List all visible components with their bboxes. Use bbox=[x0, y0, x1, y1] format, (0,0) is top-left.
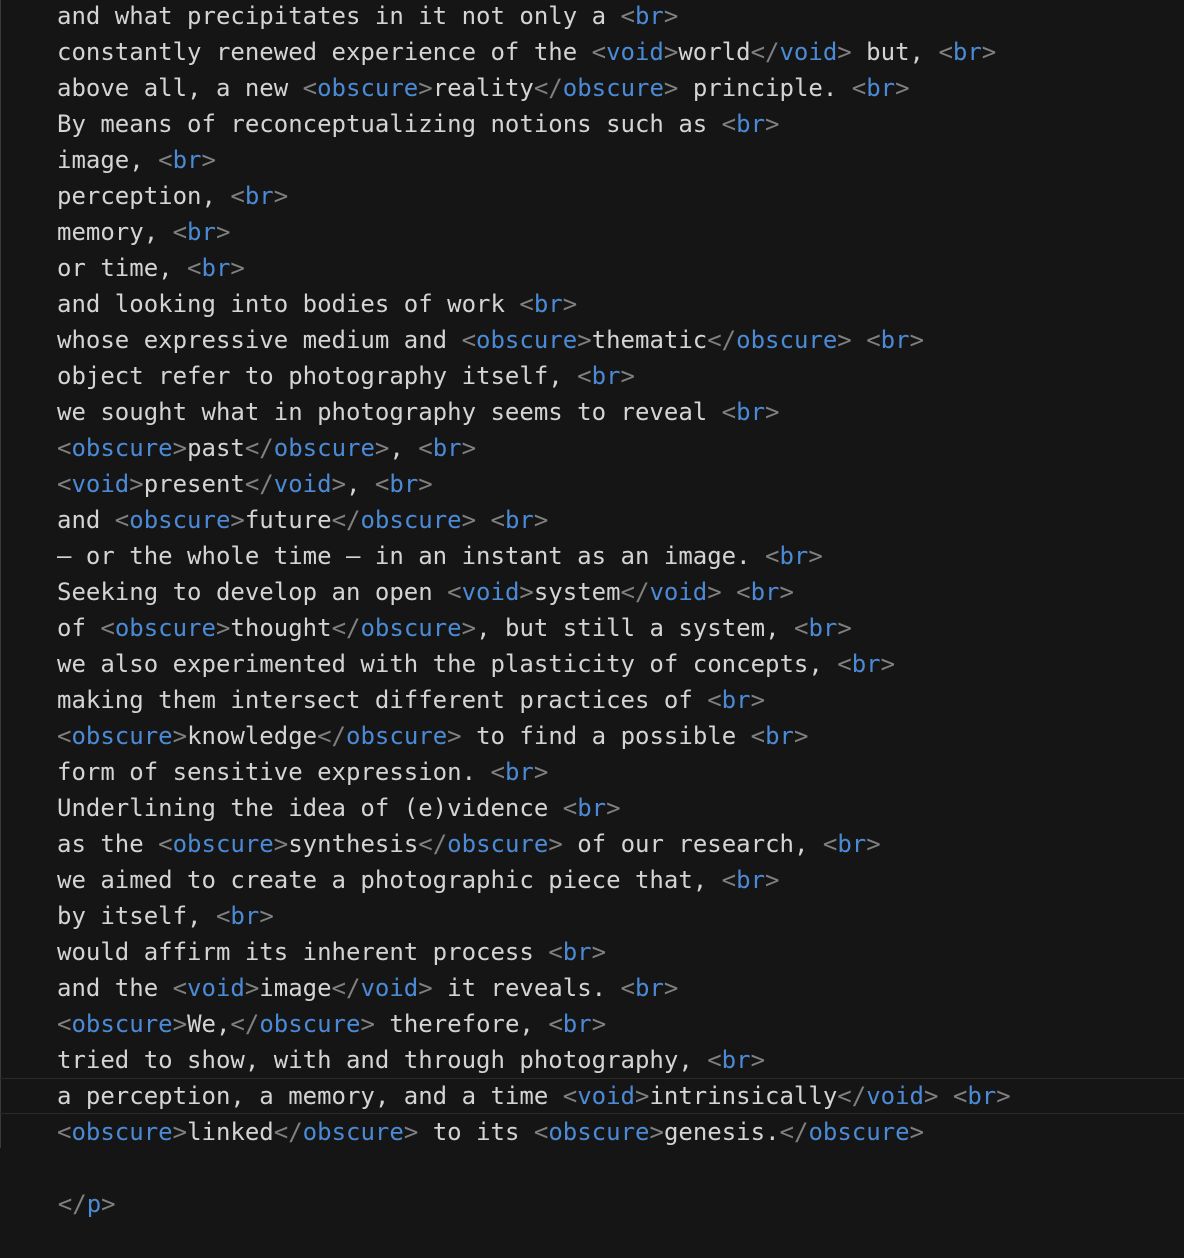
tag-name: br bbox=[562, 938, 592, 966]
tag-name: obscure bbox=[71, 1010, 173, 1038]
tag-bracket: > bbox=[837, 326, 852, 354]
tag-name: br bbox=[765, 722, 794, 750]
tag-bracket: > bbox=[909, 1118, 925, 1146]
tag-bracket: < bbox=[707, 686, 722, 714]
tag-bracket: > bbox=[837, 38, 852, 66]
tag-name: obscure bbox=[476, 326, 578, 354]
code-text: Underlining the idea of (e)vidence bbox=[57, 794, 563, 822]
indent-guide bbox=[0, 0, 1, 1148]
tag-bracket: > bbox=[663, 74, 679, 102]
tag-bracket: > bbox=[793, 722, 809, 750]
code-text: perception, bbox=[57, 182, 231, 210]
tag-bracket: </ bbox=[331, 614, 361, 642]
tag-bracket: < bbox=[172, 974, 188, 1002]
tag-bracket: < bbox=[837, 650, 852, 678]
code-line[interactable] bbox=[57, 826, 881, 862]
tag-name: br bbox=[866, 74, 896, 102]
tag-name: br bbox=[244, 182, 274, 210]
code-text: synthesis bbox=[288, 830, 419, 858]
tag-name: void bbox=[606, 38, 664, 66]
code-text: we aimed to create a photographic piece that, bbox=[57, 866, 722, 894]
code-line[interactable] bbox=[57, 646, 895, 682]
tag-bracket: > bbox=[620, 362, 635, 390]
tag-name: br bbox=[837, 830, 867, 858]
code-line[interactable] bbox=[57, 466, 433, 502]
tag-bracket: > bbox=[577, 326, 592, 354]
tag-bracket: < bbox=[490, 758, 505, 786]
tag-name: obscure bbox=[259, 1010, 361, 1038]
code-text: whose expressive medium and bbox=[57, 326, 462, 354]
tag-name: obscure bbox=[346, 722, 448, 750]
tag-name: br bbox=[952, 38, 982, 66]
tag-name: br bbox=[562, 1010, 592, 1038]
code-text: By means of reconceptualizing notions such as bbox=[57, 110, 722, 138]
tag-name: obscure bbox=[317, 74, 419, 102]
tag-bracket: > bbox=[418, 470, 433, 498]
tag-bracket: > bbox=[129, 470, 144, 498]
code-line[interactable] bbox=[57, 790, 621, 826]
tag-bracket: > bbox=[461, 506, 477, 534]
tag-bracket: < bbox=[519, 290, 534, 318]
code-line[interactable] bbox=[57, 322, 924, 358]
code-line[interactable] bbox=[57, 934, 606, 970]
tag-bracket: < bbox=[707, 1046, 722, 1074]
code-text bbox=[722, 578, 736, 606]
tag-name: obscure bbox=[129, 506, 231, 534]
tag-bracket: < bbox=[721, 398, 737, 426]
tag-bracket: > bbox=[172, 722, 188, 750]
tag-bracket: > bbox=[230, 254, 245, 282]
tag-bracket: > bbox=[880, 650, 896, 678]
code-text: system bbox=[533, 578, 621, 606]
code-text: we sought what in photography seems to reveal bbox=[57, 398, 722, 426]
code-text: we also experimented with the plasticity of concepts, bbox=[57, 650, 838, 678]
code-text: principle. bbox=[678, 74, 852, 102]
tag-name: obscure bbox=[71, 1118, 173, 1146]
tag-bracket: > bbox=[663, 2, 679, 30]
code-text: to its bbox=[418, 1118, 534, 1146]
tag-bracket: < bbox=[302, 74, 318, 102]
tag-bracket: > bbox=[331, 470, 347, 498]
tag-bracket: > bbox=[634, 1082, 650, 1110]
tag-name: br bbox=[736, 866, 766, 894]
tag-name: br bbox=[750, 578, 780, 606]
code-line[interactable] bbox=[57, 394, 779, 430]
code-line[interactable] bbox=[57, 1006, 606, 1042]
tag-bracket: > bbox=[360, 1010, 375, 1038]
tag-bracket: < bbox=[114, 506, 130, 534]
code-text: present bbox=[143, 470, 245, 498]
tag-name: obscure bbox=[71, 722, 173, 750]
tag-bracket: > bbox=[461, 434, 477, 462]
tag-name: void bbox=[649, 578, 708, 606]
tag-bracket: < bbox=[158, 830, 173, 858]
tag-bracket: > bbox=[996, 1082, 1011, 1110]
code-text: it reveals. bbox=[432, 974, 621, 1002]
code-text: future bbox=[244, 506, 332, 534]
tag-name: obscure bbox=[360, 506, 462, 534]
code-text: thematic bbox=[591, 326, 708, 354]
code-text: object refer to photography itself, bbox=[57, 362, 578, 390]
tag-bracket: > bbox=[562, 290, 578, 318]
tag-bracket: > bbox=[591, 1010, 607, 1038]
tag-name: obscure bbox=[302, 1118, 404, 1146]
tag-name: br bbox=[736, 110, 766, 138]
tag-name: br bbox=[230, 902, 260, 930]
tag-bracket: > bbox=[172, 1118, 188, 1146]
tag-bracket: > bbox=[707, 578, 722, 606]
tag-bracket: < bbox=[548, 1010, 563, 1038]
tag-bracket: </ bbox=[273, 1118, 303, 1146]
code-line[interactable] bbox=[57, 142, 216, 178]
code-line[interactable] bbox=[57, 430, 476, 466]
code-text: thought bbox=[230, 614, 332, 642]
code-text: image bbox=[259, 974, 332, 1002]
tag-bracket: </ bbox=[418, 830, 448, 858]
tag-bracket: </ bbox=[837, 1082, 867, 1110]
code-text: image, bbox=[57, 146, 159, 174]
code-text: therefore, bbox=[374, 1010, 549, 1038]
code-line[interactable] bbox=[57, 574, 794, 610]
code-text: constantly renewed experience of the bbox=[57, 38, 592, 66]
tag-name: br bbox=[187, 218, 216, 246]
tag-bracket: > bbox=[244, 974, 260, 1002]
code-text: genesis. bbox=[663, 1118, 780, 1146]
tag-bracket: < bbox=[57, 1010, 72, 1038]
code-line[interactable] bbox=[57, 1042, 765, 1078]
tag-bracket: > bbox=[418, 74, 433, 102]
tag-bracket: </ bbox=[244, 434, 274, 462]
code-text bbox=[852, 326, 866, 354]
tag-name: obscure bbox=[808, 1118, 910, 1146]
code-line[interactable] bbox=[57, 250, 245, 286]
code-line[interactable] bbox=[57, 538, 823, 574]
tag-bracket: < bbox=[187, 254, 202, 282]
tag-bracket: < bbox=[57, 1118, 72, 1146]
tag-bracket: < bbox=[721, 110, 737, 138]
code-line[interactable] bbox=[57, 178, 288, 214]
tag-name: obscure bbox=[548, 1118, 650, 1146]
code-line[interactable] bbox=[57, 502, 548, 538]
tag-bracket: </ bbox=[230, 1010, 260, 1038]
code-line[interactable] bbox=[57, 70, 910, 106]
code-line[interactable] bbox=[57, 610, 852, 646]
tag-name: obscure bbox=[172, 830, 274, 858]
code-text: and what precipitates in it not only a bbox=[57, 2, 621, 30]
code-text: of bbox=[57, 614, 101, 642]
code-line[interactable] bbox=[57, 718, 808, 754]
code-text: and bbox=[57, 506, 115, 534]
tag-bracket: > bbox=[895, 74, 910, 102]
tag-name: br bbox=[880, 326, 910, 354]
tag-bracket: > bbox=[981, 38, 997, 66]
tag-bracket: > bbox=[418, 974, 433, 1002]
tag-name: br bbox=[591, 362, 621, 390]
tag-name: p bbox=[86, 1190, 102, 1218]
code-text: We, bbox=[187, 1010, 231, 1038]
tag-bracket: < bbox=[418, 434, 433, 462]
tag-bracket: > bbox=[663, 38, 679, 66]
code-line[interactable] bbox=[57, 214, 230, 250]
tag-bracket: </ bbox=[620, 578, 650, 606]
code-line[interactable] bbox=[57, 0, 678, 34]
tag-name: br bbox=[504, 758, 534, 786]
tag-bracket: < bbox=[57, 434, 72, 462]
tag-name: br bbox=[851, 650, 881, 678]
tag-bracket: > bbox=[201, 146, 216, 174]
code-line[interactable] bbox=[57, 1114, 924, 1150]
code-line[interactable] bbox=[57, 862, 779, 898]
tag-name: obscure bbox=[562, 74, 664, 102]
code-line[interactable] bbox=[57, 754, 548, 790]
tag-bracket: < bbox=[952, 1082, 968, 1110]
tag-name: br bbox=[808, 614, 838, 642]
tag-bracket: </ bbox=[533, 74, 563, 102]
tag-bracket: > bbox=[591, 938, 607, 966]
tag-name: br bbox=[201, 254, 231, 282]
tag-bracket: > bbox=[259, 902, 274, 930]
code-text: and the bbox=[57, 974, 173, 1002]
tag-bracket: < bbox=[172, 218, 188, 246]
tag-name: void bbox=[577, 1082, 635, 1110]
tag-bracket: > bbox=[533, 506, 549, 534]
tag-bracket: > bbox=[533, 758, 549, 786]
closing-p-tag-line bbox=[0, 1150, 116, 1218]
code-text: linked bbox=[187, 1118, 274, 1146]
tag-name: br bbox=[967, 1082, 997, 1110]
tag-bracket: < bbox=[793, 614, 809, 642]
tag-bracket: < bbox=[591, 38, 607, 66]
tag-bracket: > bbox=[172, 434, 188, 462]
code-text: — or the whole time — in an instant as an image. bbox=[57, 542, 766, 570]
code-line[interactable] bbox=[57, 358, 635, 394]
tag-bracket: </ bbox=[331, 974, 361, 1002]
tag-name: br bbox=[736, 398, 766, 426]
tag-bracket: > bbox=[909, 326, 925, 354]
tag-bracket: > bbox=[750, 686, 766, 714]
tag-bracket: > bbox=[273, 182, 289, 210]
tag-bracket: < bbox=[577, 362, 592, 390]
tag-bracket: > bbox=[548, 830, 563, 858]
code-text: above all, a new bbox=[57, 74, 303, 102]
tag-name: void bbox=[273, 470, 332, 498]
tag-name: br bbox=[779, 542, 809, 570]
code-text: of our research, bbox=[562, 830, 823, 858]
tag-bracket: </ bbox=[244, 470, 274, 498]
tag-bracket: < bbox=[620, 2, 635, 30]
tag-name: obscure bbox=[114, 614, 216, 642]
code-text: , bbox=[346, 470, 375, 498]
tag-bracket: < bbox=[822, 830, 838, 858]
code-text: , but still a system, bbox=[476, 614, 794, 642]
code-text: Seeking to develop an open bbox=[57, 578, 448, 606]
tag-name: obscure bbox=[360, 614, 462, 642]
code-text: making them intersect different practices of bbox=[57, 686, 708, 714]
tag-bracket: > bbox=[519, 578, 534, 606]
tag-name: void bbox=[360, 974, 419, 1002]
code-text bbox=[938, 1082, 952, 1110]
tag-bracket: < bbox=[158, 146, 173, 174]
tag-name: obscure bbox=[447, 830, 549, 858]
code-line[interactable] bbox=[57, 898, 274, 934]
code-line[interactable] bbox=[57, 286, 577, 322]
tag-bracket: > bbox=[779, 578, 794, 606]
code-text: but, bbox=[851, 38, 939, 66]
code-text: a perception, a memory, and a time bbox=[57, 1082, 563, 1110]
code-text: would affirm its inherent process bbox=[57, 938, 549, 966]
tag-bracket: > bbox=[765, 398, 780, 426]
code-text: to find a possible bbox=[461, 722, 751, 750]
tag-name: br bbox=[432, 434, 462, 462]
tag-name: br bbox=[577, 794, 607, 822]
tag-name: obscure bbox=[71, 434, 173, 462]
tag-bracket: > bbox=[606, 794, 621, 822]
tag-bracket: < bbox=[750, 722, 766, 750]
tag-bracket: > bbox=[765, 866, 780, 894]
tag-name: void bbox=[461, 578, 520, 606]
tag-bracket: > bbox=[649, 1118, 664, 1146]
tag-bracket: < bbox=[548, 938, 563, 966]
tag-bracket: </ bbox=[707, 326, 737, 354]
code-text: world bbox=[678, 38, 751, 66]
tag-name: obscure bbox=[736, 326, 838, 354]
tag-bracket: < bbox=[533, 1118, 549, 1146]
code-text: knowledge bbox=[187, 722, 318, 750]
tag-bracket: < bbox=[721, 866, 737, 894]
tag-bracket: > bbox=[923, 1082, 939, 1110]
code-text: reality bbox=[432, 74, 534, 102]
tag-bracket: > bbox=[837, 614, 852, 642]
code-text: as the bbox=[57, 830, 159, 858]
tag-name: br bbox=[635, 974, 664, 1002]
tag-bracket: < bbox=[562, 794, 578, 822]
tag-bracket: < bbox=[230, 182, 245, 210]
tag-name: void bbox=[71, 470, 130, 498]
tag-bracket: < bbox=[57, 470, 72, 498]
tag-bracket: < bbox=[765, 542, 780, 570]
tag-bracket: < bbox=[866, 326, 881, 354]
code-line[interactable] bbox=[0, 1078, 1184, 1114]
tag-bracket: < bbox=[461, 326, 477, 354]
code-text bbox=[476, 506, 490, 534]
code-text: tried to show, with and through photography, bbox=[57, 1046, 708, 1074]
tag-name: br bbox=[721, 686, 751, 714]
tag-name: br bbox=[634, 2, 664, 30]
tag-bracket: > bbox=[273, 830, 289, 858]
tag-name: br bbox=[504, 506, 534, 534]
tag-name: br bbox=[389, 470, 419, 498]
tag-bracket: </ bbox=[779, 1118, 809, 1146]
tag-bracket: < bbox=[447, 578, 462, 606]
tag-bracket: < bbox=[374, 470, 390, 498]
tag-bracket: > bbox=[765, 110, 780, 138]
code-line[interactable] bbox=[57, 970, 678, 1006]
tag-bracket: > bbox=[215, 614, 231, 642]
tag-bracket: > bbox=[750, 1046, 766, 1074]
tag-bracket: > bbox=[461, 614, 477, 642]
code-text: intrinsically bbox=[649, 1082, 838, 1110]
code-line[interactable] bbox=[57, 106, 779, 142]
tag-bracket: < bbox=[938, 38, 953, 66]
tag-name: br bbox=[172, 146, 202, 174]
tag-bracket: > bbox=[403, 1118, 419, 1146]
tag-name: void bbox=[779, 38, 838, 66]
tag-bracket: > bbox=[172, 1010, 188, 1038]
tag-bracket: > bbox=[866, 830, 881, 858]
tag-bracket: < bbox=[736, 578, 751, 606]
tag-bracket: > bbox=[663, 974, 679, 1002]
tag-bracket: < bbox=[215, 902, 231, 930]
code-text: form of sensitive expression. bbox=[57, 758, 491, 786]
tag-name: void bbox=[866, 1082, 924, 1110]
tag-bracket: < bbox=[57, 722, 72, 750]
code-text: and looking into bodies of work bbox=[57, 290, 520, 318]
code-line[interactable] bbox=[57, 682, 765, 718]
code-text: past bbox=[187, 434, 245, 462]
code-text: by itself, bbox=[57, 902, 216, 930]
tag-name: br bbox=[533, 290, 563, 318]
tag-bracket: < bbox=[620, 974, 635, 1002]
tag-bracket: > bbox=[447, 722, 462, 750]
tag-bracket: < bbox=[490, 506, 505, 534]
tag-bracket: > bbox=[374, 434, 390, 462]
tag-name: void bbox=[187, 974, 245, 1002]
code-text: or time, bbox=[57, 254, 188, 282]
tag-bracket: < bbox=[100, 614, 115, 642]
tag-bracket: < bbox=[562, 1082, 578, 1110]
tag-bracket: > bbox=[808, 542, 823, 570]
tag-bracket: > bbox=[230, 506, 245, 534]
tag-name: br bbox=[721, 1046, 751, 1074]
tag-bracket: </ bbox=[331, 506, 361, 534]
tag-bracket: > bbox=[215, 218, 231, 246]
tag-bracket: > bbox=[101, 1190, 116, 1218]
tag-bracket: </ bbox=[57, 1190, 87, 1218]
tag-bracket: </ bbox=[317, 722, 347, 750]
tag-bracket: </ bbox=[750, 38, 780, 66]
code-line[interactable] bbox=[57, 34, 996, 70]
tag-name: obscure bbox=[273, 434, 375, 462]
tag-bracket: < bbox=[851, 74, 867, 102]
code-text: memory, bbox=[57, 218, 173, 246]
code-text: , bbox=[389, 434, 419, 462]
